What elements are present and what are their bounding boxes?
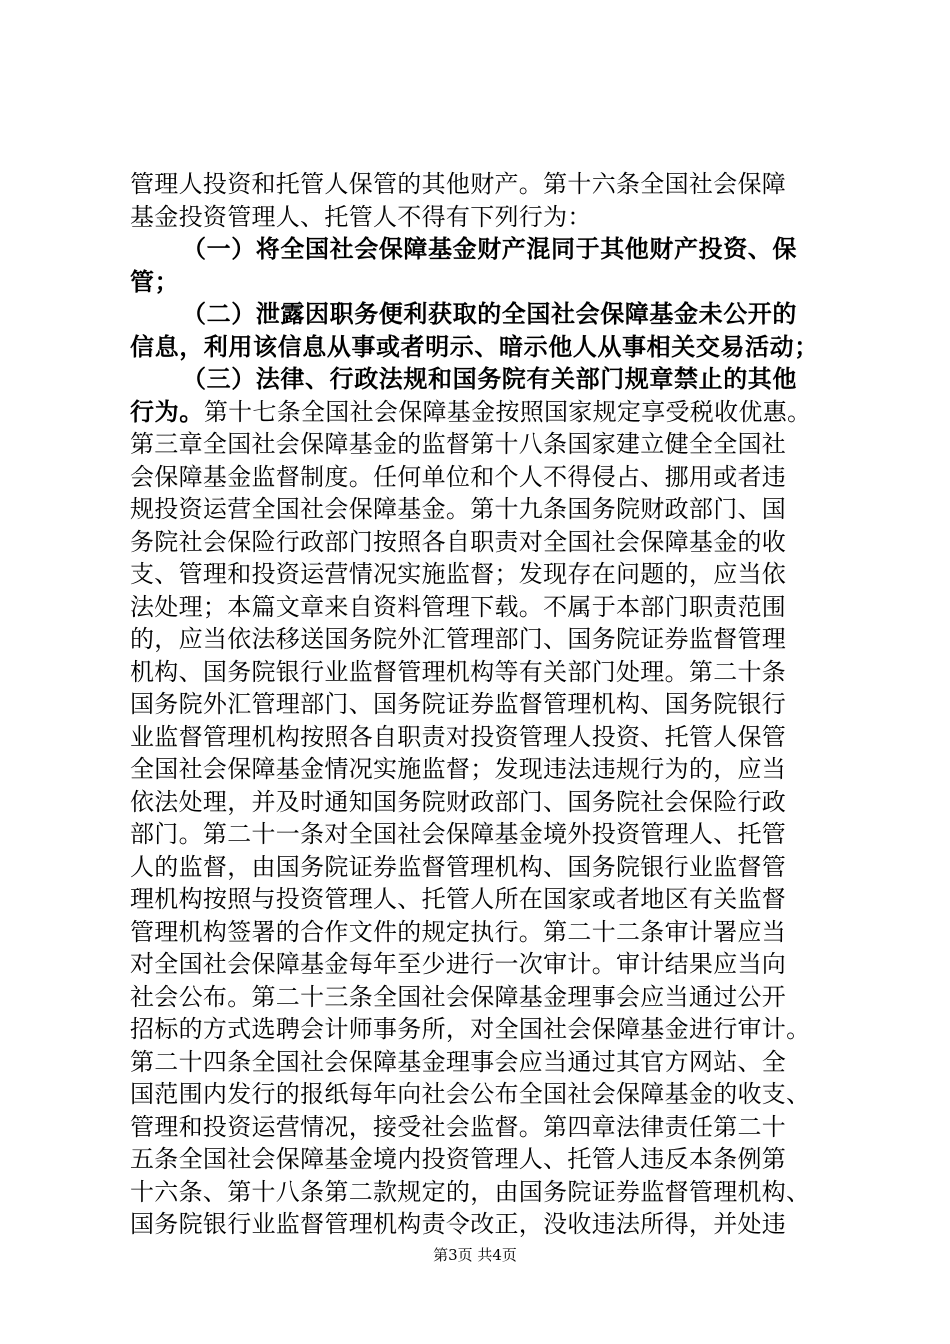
text-line: 国务院银行业监督管理机构责令改正，没收违法所得，并处违 <box>130 1210 787 1238</box>
text-line: 国范围内发行的报纸每年向社会公布全国社会保障基金的收支、 <box>130 1080 811 1108</box>
text-line: 基金投资管理人、托管人不得有下列行为： <box>130 202 592 231</box>
text-line: 机构、国务院银行业监督管理机构等有关部门处理。第二十条 <box>130 657 787 686</box>
text-line: 信息，利用该信息从事或者明示、暗示他人从事相关交易活动； <box>130 332 819 361</box>
document-body <box>130 168 830 1241</box>
text-line: （二）泄露因职务便利获取的全国社会保障基金未公开的 <box>182 300 797 328</box>
text-line: 理机构按照与投资管理人、托管人所在国家或者地区有关监督 <box>130 885 787 913</box>
text-line: 管理机构签署的合作文件的规定执行。第二十二条审计署应当 <box>130 917 787 946</box>
text-line: 管； <box>130 267 180 296</box>
text-line: 全国社会保障基金情况实施监督；发现违法违规行为的，应当 <box>130 755 787 783</box>
text-line: 的，应当依法移送国务院外汇管理部门、国务院证券监督管理 <box>130 625 787 653</box>
text-line: 五条全国社会保障基金境内投资管理人、托管人违反本条例第 <box>130 1145 787 1173</box>
text-segment: 行为。 <box>130 397 204 426</box>
text-line: 部门。第二十一条对全国社会保障基金境外投资管理人、托管 <box>130 820 787 848</box>
text-line: 规投资运营全国社会保障基金。第十九条国务院财政部门、国 <box>130 495 787 523</box>
text-line: 对全国社会保障基金每年至少进行一次审计。审计结果应当向 <box>130 950 787 978</box>
page-number-footer: 第3页 共4页 <box>433 1246 517 1264</box>
text-line: 管理人投资和托管人保管的其他财产。第十六条全国社会保障 <box>130 170 787 198</box>
text-line: 人的监督，由国务院证券监督管理机构、国务院银行业监督管 <box>130 852 787 881</box>
text-line: 第二十四条全国社会保障基金理事会应当通过其官方网站、全 <box>130 1047 787 1076</box>
text-line: 务院社会保险行政部门按照各自职责对全国社会保障基金的收 <box>130 527 787 556</box>
text-line: （三）法律、行政法规和国务院有关部门规章禁止的其他 <box>182 365 797 393</box>
text-line: 会保障基金监督制度。任何单位和个人不得侵占、挪用或者违 <box>130 462 787 491</box>
text-line: 十六条、第十八条第二款规定的，由国务院证券监督管理机构、 <box>130 1177 811 1206</box>
text-line: 管理和投资运营情况，接受社会监督。第四章法律责任第二十 <box>130 1112 787 1141</box>
text-line: 社会公布。第二十三条全国社会保障基金理事会应当通过公开 <box>130 982 787 1011</box>
text-line: 法处理；本篇文章来自资料管理下载。不属于本部门职责范围 <box>130 592 787 621</box>
text-line: （一）将全国社会保障基金财产混同于其他财产投资、保 <box>182 235 797 263</box>
text-line: 招标的方式选聘会计师事务所，对全国社会保障基金进行审计。 <box>130 1015 811 1043</box>
text-line: 第三章全国社会保障基金的监督第十八条国家建立健全全国社 <box>130 430 787 458</box>
text-line: 依法处理，并及时通知国务院财政部门、国务院社会保险行政 <box>130 787 787 816</box>
text-line <box>130 396 830 429</box>
text-line: 国务院外汇管理部门、国务院证券监督管理机构、国务院银行 <box>130 690 787 718</box>
text-segment: 第十七条全国社会保障基金按照国家规定享受税收优惠。 <box>203 397 812 426</box>
text-line: 支、管理和投资运营情况实施监督；发现存在问题的，应当依 <box>130 560 787 588</box>
text-line: 业监督管理机构按照各自职责对投资管理人投资、托管人保管 <box>130 722 787 751</box>
